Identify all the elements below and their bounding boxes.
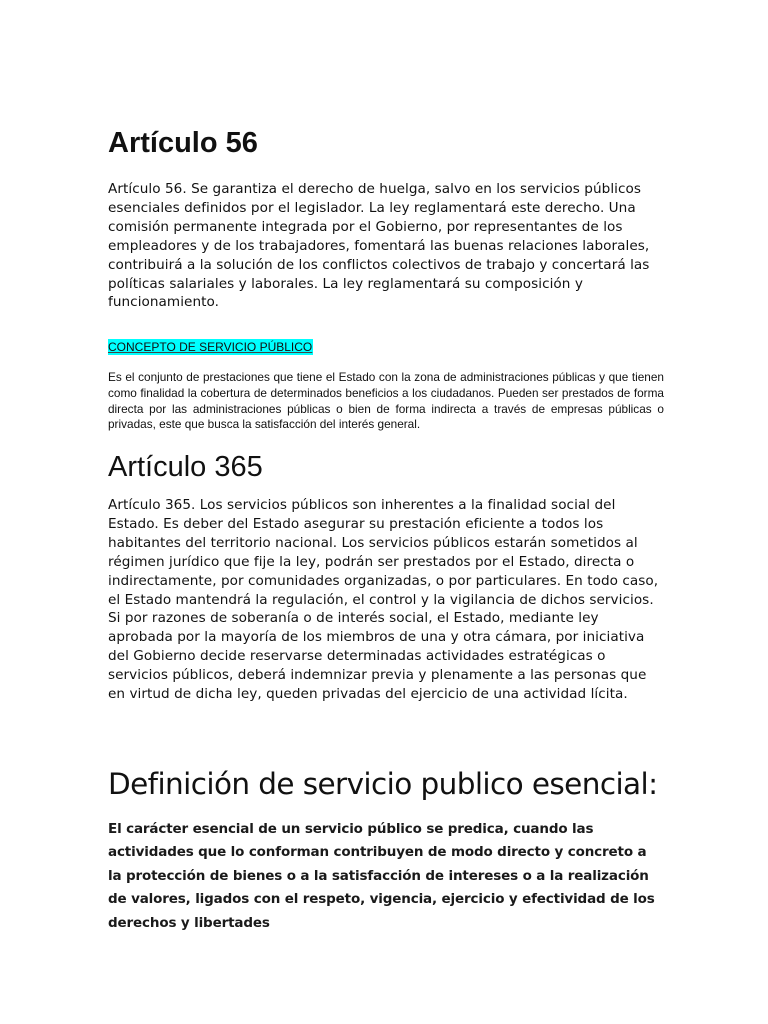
concept-highlighted-label: CONCEPTO DE SERVICIO PÚBLICO [108,340,313,354]
article-56-paragraph: Artículo 56. Se garantiza el derecho de huelga, salvo en los servicios públicos esenciales definidos por el legislador. La ley reglamentará este derecho. Una comisión permanente integrada por el Gobierno, por representantes de los empleadores y de los trabajadores, fomentará las buenas relaciones laborales, contribuirá a la solución de los conflictos colectivos de trabajo y concertará las políticas salariales y laborales. La ley reglamentará su composición y funcionamiento. [108,181,650,311]
concept-paragraph: Es el conjunto de prestaciones que tiene el Estado con la zona de administraciones públicas y que tienen como finalidad la cobertura de determinados beneficios a los ciudadanos. Pueden ser prestados de forma directa por las administraciones públicas o bien de forma indirecta a través de empresas públicas o privadas, este que busca la satisfacción del interés general. [108,370,664,432]
definition-paragraph: El carácter esencial de un servicio público se predica, cuando las actividades que lo conforman contribuyen de modo directo y concreto a la protección de bienes o a la satisfacción de intereses o a la realización de valores, ligados con el respeto, vigencia, ejercicio y efectividad de los derechos y libertades [108,821,655,931]
concept-heading [108,339,313,355]
definition-heading: Definición de servicio publico esencial: [108,767,658,801]
article-365-heading: Artículo 365 [108,451,263,483]
article-365-paragraph: Artículo 365. Los servicios públicos son inherentes a la finalidad social del Estado. Es deber del Estado asegurar su prestación eficiente a todos los habitantes del territorio nacional. Los servicios públicos estarán sometidos al régimen jurídico que fije la ley, podrán ser prestados por el Estado, directa o indirectamente, por comunidades organizadas, o por particulares. En todo caso, el Estado mantendrá la regulación, el control y la vigilancia de dichos servicios. Si por razones de soberanía o de interés social, el Estado, mediante ley aprobada por la mayoría de los miembros de una y otra cámara, por iniciativa del Gobierno decide reservarse determinadas actividades estratégicas o servicios públicos, deberá indemnizar previa y plenamente a las personas que en virtud de dicha ley, queden privadas del ejercicio de una actividad lícita. [108,497,659,703]
article-56-heading: Artículo 56 [108,127,258,159]
